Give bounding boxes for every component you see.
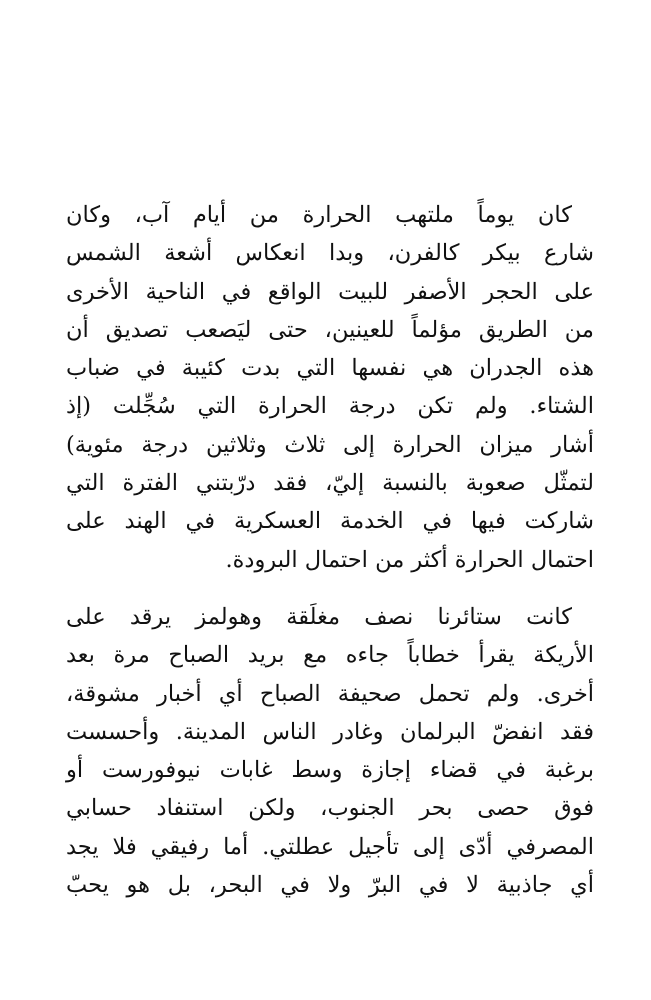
text-line: فوق حصى بحر الجنوب، ولكن استنفاد حسابي — [66, 795, 594, 822]
text-line: على الحجر الأصفر للبيت الواقع في الناحية الأخرى — [66, 278, 594, 305]
text-line: الشتاء. ولم تكن درجة الحرارة التي سُجِّلت (إذ — [66, 393, 594, 420]
text-line: الأريكة يقرأ خطاباً جاءه مع بريد الصباح مرة بعد — [66, 642, 594, 669]
paragraph-1 — [66, 196, 594, 579]
text-line: فقد انفضّ البرلمان وغادر الناس المدينة. وأحسست — [66, 718, 594, 745]
text-line: المصرفي أدّى إلى تأجيل عطلتي. أما رفيقي فلا يجد — [66, 833, 594, 860]
text-line: احتمال الحرارة أكثر من احتمال البرودة. — [225, 546, 594, 573]
text-line: شاركت فيها في الخدمة العسكرية في الهند على — [66, 508, 594, 535]
text-line: شارع بيكر كالفرن، وبدا انعكاس أشعة الشمس — [66, 240, 594, 267]
text-line: أشار ميزان الحرارة إلى ثلاث وثلاثين درجة مئوية) — [66, 431, 594, 458]
paragraph-2 — [66, 598, 594, 904]
text-line: برغبة في قضاء إجازة وسط غابات نيوفورست أو — [66, 757, 594, 784]
text-line: كانت ستائرنا نصف مغلَقة وهولمز يرقد على — [66, 603, 572, 630]
text-line: لتمثّل صعوبة بالنسبة إليّ، فقد درّبتني الفترة التي — [66, 470, 594, 497]
text-line: أخرى. ولم تحمل صحيفة الصباح أي أخبار مشوقة، — [66, 680, 594, 707]
book-page — [66, 196, 594, 904]
text-line: أي جاذبية لا في البرّ ولا في البحر، بل هو يحبّ — [66, 872, 594, 899]
paragraph-gap — [66, 579, 594, 598]
text-line: من الطريق مؤلماً للعينين، حتى ليَصعب تصديق أن — [66, 316, 594, 343]
text-line: كان يوماً ملتهب الحرارة من أيام آب، وكان — [66, 202, 572, 228]
text-line: هذه الجدران هي نفسها التي بدت كئيبة في ضباب — [66, 355, 594, 382]
